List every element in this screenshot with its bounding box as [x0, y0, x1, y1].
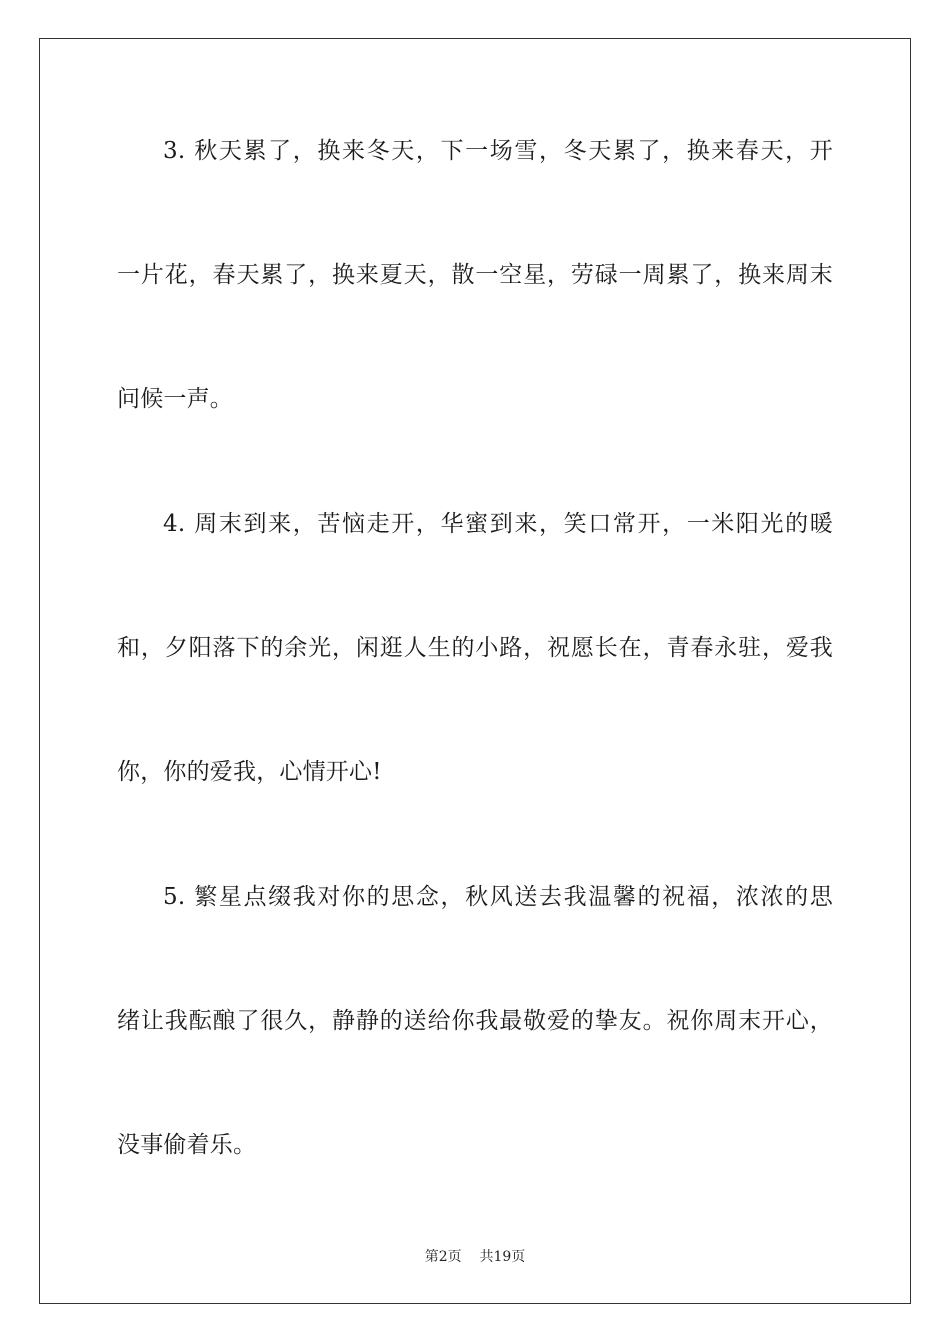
page-border	[39, 38, 911, 1304]
page-number-footer: 第2页 共19页	[424, 1249, 526, 1265]
paragraph-5-line-3: 没事偷着乐。	[117, 1132, 257, 1158]
paragraph-3-line-3: 问候一声。	[117, 386, 233, 412]
paragraph-5-line-1: 5. 繁星点缀我对你的思念，秋风送去我温馨的祝福，浓浓的思	[163, 884, 833, 910]
paragraph-4-line-3: 你，你的爱我，心情开心!	[117, 759, 382, 785]
paragraph-3-line-1: 3. 秋天累了，换来冬天，下一场雪，冬天累了，换来春天，开	[163, 138, 833, 164]
paragraph-3-line-2: 一片花，春天累了，换来夏天，散一空星，劳碌一周累了，换来周末	[117, 262, 833, 288]
paragraph-4-line-2: 和，夕阳落下的余光，闲逛人生的小路，祝愿长在，青春永驻，爱我	[117, 635, 833, 661]
paragraph-4-line-1: 4. 周末到来，苦恼走开，华蜜到来，笑口常开，一米阳光的暖	[163, 511, 833, 537]
paragraph-5-line-2: 绪让我酝酿了很久，静静的送给你我最敬爱的挚友。祝你周末开心，	[117, 1008, 833, 1034]
